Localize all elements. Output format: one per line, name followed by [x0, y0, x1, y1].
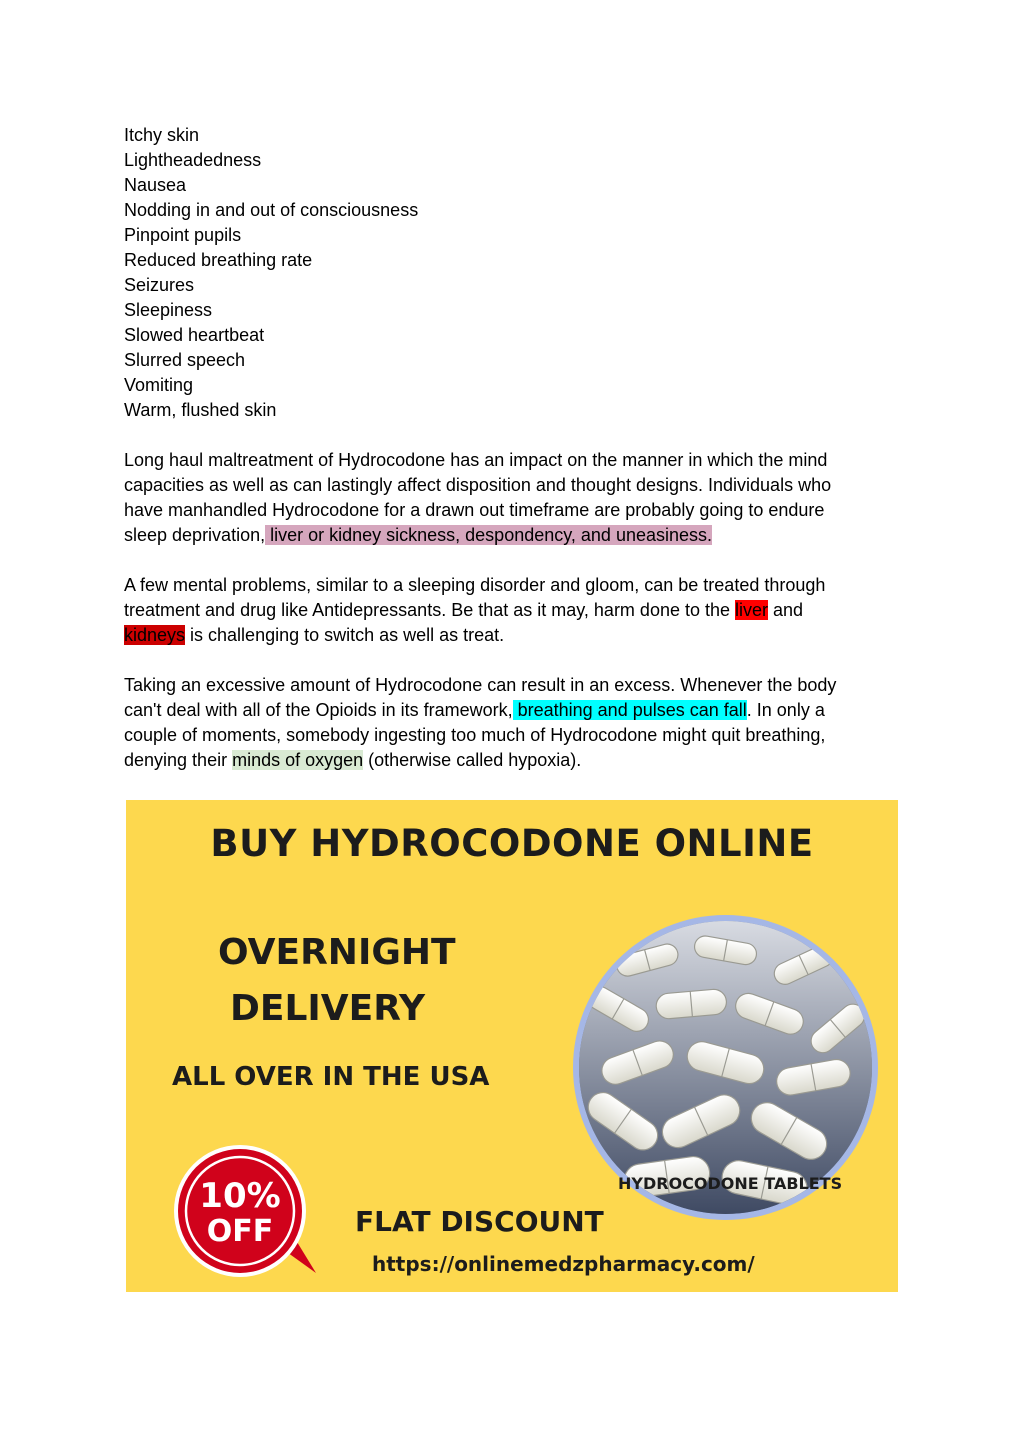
- list-item: Sleepiness: [124, 300, 213, 320]
- list-item: Reduced breathing rate: [124, 250, 313, 270]
- banner-delivery-text: DELIVERY: [230, 988, 426, 1029]
- text-line: [124, 523, 884, 548]
- text-line: [124, 598, 884, 623]
- text-segment: denying their: [124, 750, 233, 770]
- highlighted-text: kidneys: [124, 625, 186, 645]
- text-line: Taking an excessive amount of Hydrocodone can result in an excess. Whenever the body: [124, 675, 837, 695]
- list-item: Vomiting: [124, 375, 194, 395]
- text-line: [124, 623, 884, 648]
- tablets-caption: HYDROCODONE TABLETS: [618, 1174, 843, 1193]
- discount-badge-icon: [166, 1145, 326, 1285]
- text-segment: and: [768, 600, 804, 620]
- paragraph-long-term-effects: [124, 448, 884, 548]
- text-segment: sleep deprivation,: [124, 525, 266, 545]
- list-item: Nausea: [124, 175, 187, 195]
- paragraph-mental-problems: [124, 573, 884, 648]
- paragraph-overdose: [124, 673, 884, 773]
- banner-heading: BUY HYDROCODONE ONLINE: [210, 822, 814, 865]
- site-url: https://onlinemedzpharmacy.com/: [372, 1252, 755, 1276]
- banner-usa-text: ALL OVER IN THE USA: [172, 1062, 490, 1092]
- highlighted-text: minds of oxygen: [232, 750, 364, 770]
- text-segment: (otherwise called hypoxia).: [363, 750, 582, 770]
- text-line: [124, 748, 884, 773]
- banner-overnight-text: OVERNIGHT: [218, 932, 456, 973]
- advertisement-banner: [126, 800, 898, 1292]
- text-segment: treatment and drug like Antidepressants. Be that as it may, harm done to the: [124, 600, 736, 620]
- list-item: Lightheadedness: [124, 150, 262, 170]
- text-line: [124, 698, 884, 723]
- text-line: couple of moments, somebody ingesting too much of Hydrocodone might quit breathing,: [124, 725, 826, 745]
- badge-off: OFF: [206, 1214, 274, 1249]
- article-body: [124, 123, 884, 773]
- text-line: have manhandled Hydrocodone for a drawn out timeframe are probably going to endure: [124, 500, 825, 520]
- highlighted-text: liver: [735, 600, 769, 620]
- text-line: A few mental problems, similar to a sleeping disorder and gloom, can be treated through: [124, 575, 826, 595]
- pills-image: [579, 921, 872, 1214]
- list-item: Slowed heartbeat: [124, 325, 265, 345]
- flat-discount-text: FLAT DISCOUNT: [355, 1205, 604, 1238]
- badge-percent: 10%: [199, 1176, 281, 1216]
- list-item: Seizures: [124, 275, 195, 295]
- highlighted-text: breathing and pulses can fall: [512, 700, 747, 720]
- list-item: Slurred speech: [124, 350, 246, 370]
- list-item: Nodding in and out of consciousness: [124, 200, 419, 220]
- text-line: capacities as well as can lastingly affect disposition and thought designs. Individuals who: [124, 475, 832, 495]
- discount-badge: [166, 1145, 326, 1285]
- text-line: Long haul maltreatment of Hydrocodone has an impact on the manner in which the mind: [124, 450, 828, 470]
- highlighted-text: liver or kidney sickness, despondency, and uneasiness.: [265, 525, 713, 545]
- pills-illustration: [579, 921, 872, 1214]
- list-item: Pinpoint pupils: [124, 225, 242, 245]
- list-item: Warm, flushed skin: [124, 400, 277, 420]
- text-segment: is challenging to switch as well as treat.: [185, 625, 505, 645]
- text-segment: . In only a: [746, 700, 825, 720]
- list-item: Itchy skin: [124, 125, 200, 145]
- text-segment: can't deal with all of the Opioids in its framework,: [124, 700, 513, 720]
- symptom-list: [124, 123, 884, 423]
